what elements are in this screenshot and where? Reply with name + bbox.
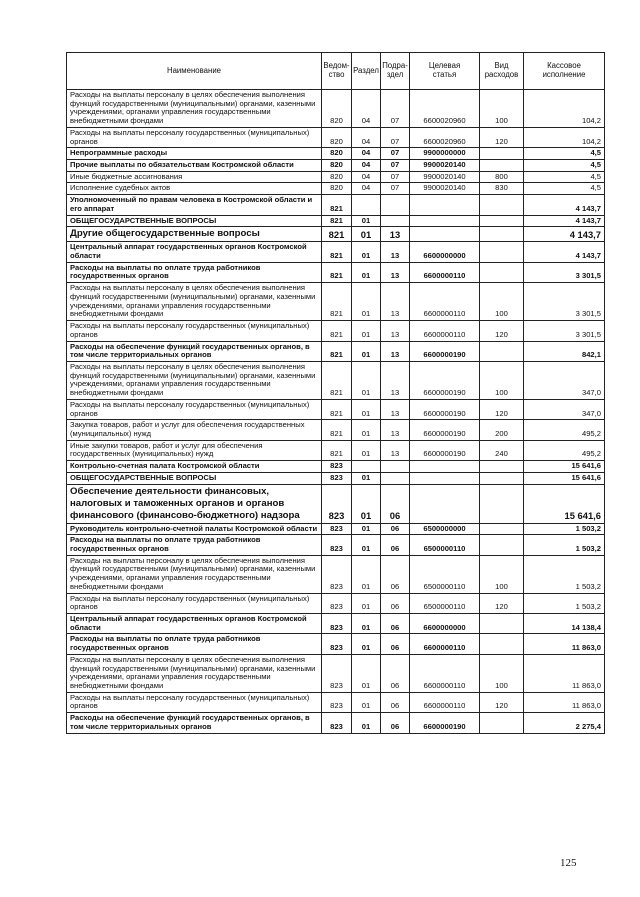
cell-podrazdel: 07 — [381, 90, 410, 128]
cell-razdel: 01 — [352, 215, 381, 227]
cell-name: Расходы на выплаты персоналу государственных (муниципальных) органов — [67, 321, 322, 341]
table-row — [67, 420, 605, 440]
table-row — [67, 160, 605, 172]
cell-target-article — [410, 461, 480, 473]
cell-podrazdel: 07 — [381, 183, 410, 195]
cell-razdel — [352, 195, 381, 215]
cell-podrazdel: 06 — [381, 654, 410, 692]
cell-podrazdel: 06 — [381, 614, 410, 634]
cell-cash-execution: 104,2 — [524, 127, 605, 147]
table-row — [67, 634, 605, 654]
header-podrazdel: Подра- здел — [381, 53, 410, 90]
cell-razdel: 01 — [352, 472, 381, 484]
cell-podrazdel: 06 — [381, 634, 410, 654]
cell-razdel: 04 — [352, 160, 381, 172]
cell-vedomstvo: 823 — [322, 654, 352, 692]
cell-cash-execution: 4,5 — [524, 183, 605, 195]
cell-razdel: 04 — [352, 90, 381, 128]
cell-name: Прочие выплаты по обязательствам Костромской области — [67, 160, 322, 172]
cell-target-article: 6600000110 — [410, 262, 480, 282]
cell-name: Закупка товаров, работ и услуг для обеспечения государственных (муниципальных) нужд — [67, 420, 322, 440]
cell-target-article — [410, 215, 480, 227]
cell-name: Руководитель контрольно-счетной палаты Костромской области — [67, 523, 322, 535]
cell-razdel: 01 — [352, 713, 381, 733]
cell-vedomstvo: 820 — [322, 148, 352, 160]
cell-name: Расходы на выплаты персоналу государственных (муниципальных) органов — [67, 399, 322, 419]
cell-expense-type — [480, 472, 524, 484]
cell-expense-type — [480, 215, 524, 227]
cell-podrazdel: 06 — [381, 713, 410, 733]
cell-podrazdel: 13 — [381, 440, 410, 460]
cell-name: Другие общегосударственные вопросы — [67, 227, 322, 242]
cell-target-article — [410, 472, 480, 484]
cell-podrazdel: 06 — [381, 535, 410, 555]
cell-target-article: 6500000110 — [410, 593, 480, 613]
header-name: Наименование — [67, 53, 322, 90]
cell-razdel: 01 — [352, 341, 381, 361]
cell-target-article: 6500000000 — [410, 523, 480, 535]
table-row — [67, 614, 605, 634]
cell-target-article — [410, 195, 480, 215]
cell-podrazdel: 07 — [381, 127, 410, 147]
cell-name: Расходы на выплаты персоналу государственных (муниципальных) органов — [67, 127, 322, 147]
table-row — [67, 523, 605, 535]
cell-target-article: 6600000190 — [410, 713, 480, 733]
table-row — [67, 341, 605, 361]
cell-target-article: 6500000110 — [410, 555, 480, 593]
table-row — [67, 171, 605, 183]
table-row — [67, 593, 605, 613]
table-row — [67, 321, 605, 341]
cell-cash-execution: 3 301,5 — [524, 283, 605, 321]
cell-expense-type: 120 — [480, 127, 524, 147]
cell-cash-execution: 4 143,7 — [524, 195, 605, 215]
cell-target-article: 6600000110 — [410, 692, 480, 712]
cell-name: Расходы на выплаты персоналу государственных (муниципальных) органов — [67, 593, 322, 613]
cell-razdel: 04 — [352, 127, 381, 147]
cell-podrazdel — [381, 472, 410, 484]
table-row — [67, 440, 605, 460]
cell-cash-execution: 4 143,7 — [524, 242, 605, 262]
cell-vedomstvo: 821 — [322, 283, 352, 321]
cell-podrazdel: 06 — [381, 593, 410, 613]
cell-expense-type — [480, 341, 524, 361]
cell-razdel: 01 — [352, 692, 381, 712]
cell-razdel — [352, 461, 381, 473]
cell-expense-type: 100 — [480, 283, 524, 321]
cell-cash-execution: 1 503,2 — [524, 555, 605, 593]
cell-name: Расходы на выплаты персоналу в целях обеспечения выполнения функций государственными (муниципальными) органами, казенными учреждениями, органами управления государственными внебюджетными фондами — [67, 283, 322, 321]
cell-razdel: 01 — [352, 614, 381, 634]
page-number: 125 — [560, 857, 577, 869]
cell-razdel: 04 — [352, 183, 381, 195]
cell-vedomstvo: 823 — [322, 692, 352, 712]
cell-expense-type: 800 — [480, 171, 524, 183]
cell-name: Расходы на выплаты по оплате труда работников государственных органов — [67, 262, 322, 282]
cell-podrazdel: 13 — [381, 341, 410, 361]
cell-target-article: 6600000190 — [410, 420, 480, 440]
cell-podrazdel: 06 — [381, 523, 410, 535]
cell-vedomstvo: 823 — [322, 523, 352, 535]
cell-name: Расходы на обеспечение функций государственных органов, в том числе территориальных органов — [67, 341, 322, 361]
cell-razdel: 01 — [352, 283, 381, 321]
cell-expense-type — [480, 262, 524, 282]
cell-name: Уполномоченный по правам человека в Костромской области и его аппарат — [67, 195, 322, 215]
table-row — [67, 283, 605, 321]
cell-podrazdel: 07 — [381, 160, 410, 172]
cell-target-article: 6600000190 — [410, 399, 480, 419]
cell-name: Расходы на обеспечение функций государственных органов, в том числе территориальных органов — [67, 713, 322, 733]
cell-cash-execution: 495,2 — [524, 420, 605, 440]
cell-razdel: 01 — [352, 593, 381, 613]
cell-vedomstvo: 821 — [322, 440, 352, 460]
cell-podrazdel: 13 — [381, 321, 410, 341]
cell-cash-execution: 4 143,7 — [524, 227, 605, 242]
table-row — [67, 215, 605, 227]
cell-podrazdel: 06 — [381, 555, 410, 593]
cell-vedomstvo: 820 — [322, 90, 352, 128]
cell-razdel: 01 — [352, 361, 381, 399]
table-row — [67, 654, 605, 692]
cell-vedomstvo: 821 — [322, 361, 352, 399]
cell-cash-execution: 4 143,7 — [524, 215, 605, 227]
cell-target-article: 6600020960 — [410, 90, 480, 128]
cell-razdel: 01 — [352, 440, 381, 460]
cell-vedomstvo: 820 — [322, 183, 352, 195]
cell-cash-execution: 11 863,0 — [524, 634, 605, 654]
table-row — [67, 227, 605, 242]
cell-name: Исполнение судебных актов — [67, 183, 322, 195]
cell-vedomstvo: 823 — [322, 634, 352, 654]
cell-expense-type: 100 — [480, 654, 524, 692]
cell-cash-execution: 495,2 — [524, 440, 605, 460]
table-row — [67, 461, 605, 473]
cell-expense-type — [480, 713, 524, 733]
cell-target-article: 6600000190 — [410, 361, 480, 399]
cell-cash-execution: 15 641,6 — [524, 472, 605, 484]
cell-vedomstvo: 821 — [322, 242, 352, 262]
cell-cash-execution: 2 275,4 — [524, 713, 605, 733]
cell-expense-type — [480, 535, 524, 555]
cell-podrazdel: 06 — [381, 484, 410, 523]
cell-podrazdel: 07 — [381, 148, 410, 160]
cell-target-article: 9900020140 — [410, 160, 480, 172]
cell-name: Центральный аппарат государственных органов Костромской области — [67, 242, 322, 262]
cell-cash-execution: 1 503,2 — [524, 523, 605, 535]
cell-name: Центральный аппарат государственных органов Костромской области — [67, 614, 322, 634]
cell-expense-type — [480, 242, 524, 262]
cell-name: ОБЩЕГОСУДАРСТВЕННЫЕ ВОПРОСЫ — [67, 472, 322, 484]
header-expense-type: Вид расходов — [480, 53, 524, 90]
cell-target-article: 6500000110 — [410, 535, 480, 555]
cell-expense-type — [480, 148, 524, 160]
cell-cash-execution: 1 503,2 — [524, 593, 605, 613]
cell-expense-type: 100 — [480, 361, 524, 399]
cell-name: Иные закупки товаров, работ и услуг для обеспечения государственных (муниципальных) нужд — [67, 440, 322, 460]
cell-podrazdel — [381, 195, 410, 215]
header-cash-execution: Кассовое исполнение — [524, 53, 605, 90]
cell-cash-execution: 1 503,2 — [524, 535, 605, 555]
cell-name: Расходы на выплаты по оплате труда работников государственных органов — [67, 535, 322, 555]
cell-target-article: 6600000110 — [410, 283, 480, 321]
cell-target-article: 6600000000 — [410, 614, 480, 634]
cell-podrazdel: 07 — [381, 171, 410, 183]
cell-cash-execution: 3 301,5 — [524, 262, 605, 282]
cell-target-article: 6600000110 — [410, 654, 480, 692]
cell-podrazdel: 13 — [381, 361, 410, 399]
cell-name: Расходы на выплаты персоналу государственных (муниципальных) органов — [67, 692, 322, 712]
cell-razdel: 01 — [352, 634, 381, 654]
table-row — [67, 262, 605, 282]
cell-expense-type: 100 — [480, 555, 524, 593]
cell-cash-execution: 15 641,6 — [524, 484, 605, 523]
cell-razdel: 04 — [352, 148, 381, 160]
cell-razdel: 01 — [352, 484, 381, 523]
cell-vedomstvo: 821 — [322, 215, 352, 227]
cell-expense-type — [480, 160, 524, 172]
table-row — [67, 242, 605, 262]
cell-name: Расходы на выплаты персоналу в целях обеспечения выполнения функций государственными (муниципальными) органами, казенными учреждениями, органами управления государственными внебюджетными фондами — [67, 654, 322, 692]
cell-expense-type — [480, 195, 524, 215]
budget-execution-table — [66, 52, 605, 734]
cell-razdel: 01 — [352, 227, 381, 242]
table-row — [67, 484, 605, 523]
cell-expense-type: 830 — [480, 183, 524, 195]
cell-expense-type — [480, 461, 524, 473]
cell-vedomstvo: 821 — [322, 399, 352, 419]
header-razdel: Раздел — [352, 53, 381, 90]
cell-cash-execution: 4,5 — [524, 160, 605, 172]
cell-vedomstvo: 821 — [322, 262, 352, 282]
cell-name: Иные бюджетные ассигнования — [67, 171, 322, 183]
cell-vedomstvo: 820 — [322, 160, 352, 172]
cell-cash-execution: 14 138,4 — [524, 614, 605, 634]
cell-razdel: 01 — [352, 262, 381, 282]
table-row — [67, 195, 605, 215]
cell-podrazdel: 13 — [381, 283, 410, 321]
cell-expense-type: 240 — [480, 440, 524, 460]
cell-podrazdel: 13 — [381, 262, 410, 282]
table-header-row — [67, 53, 605, 90]
table-row — [67, 90, 605, 128]
cell-razdel: 01 — [352, 420, 381, 440]
cell-vedomstvo: 823 — [322, 555, 352, 593]
cell-vedomstvo: 823 — [322, 484, 352, 523]
cell-podrazdel: 13 — [381, 399, 410, 419]
cell-expense-type: 120 — [480, 692, 524, 712]
cell-expense-type: 120 — [480, 321, 524, 341]
cell-cash-execution: 11 863,0 — [524, 654, 605, 692]
cell-razdel: 01 — [352, 535, 381, 555]
cell-vedomstvo: 821 — [322, 420, 352, 440]
cell-vedomstvo: 823 — [322, 593, 352, 613]
table-row — [67, 183, 605, 195]
cell-target-article: 6600020960 — [410, 127, 480, 147]
cell-name: Непрограммные расходы — [67, 148, 322, 160]
cell-name: Расходы на выплаты персоналу в целях обеспечения выполнения функций государственными (муниципальными) органами, казенными учреждениями, органами управления государственными внебюджетными фондами — [67, 555, 322, 593]
table-row — [67, 692, 605, 712]
cell-expense-type — [480, 523, 524, 535]
header-vedomstvo: Ведом- ство — [322, 53, 352, 90]
cell-expense-type — [480, 614, 524, 634]
cell-podrazdel: 13 — [381, 420, 410, 440]
cell-vedomstvo: 823 — [322, 713, 352, 733]
cell-expense-type — [480, 484, 524, 523]
cell-vedomstvo: 823 — [322, 472, 352, 484]
cell-expense-type — [480, 634, 524, 654]
cell-target-article: 6600000110 — [410, 634, 480, 654]
cell-razdel: 01 — [352, 399, 381, 419]
cell-vedomstvo: 821 — [322, 341, 352, 361]
cell-expense-type: 120 — [480, 399, 524, 419]
cell-name: Расходы на выплаты по оплате труда работников государственных органов — [67, 634, 322, 654]
cell-razdel: 01 — [352, 523, 381, 535]
cell-vedomstvo: 823 — [322, 535, 352, 555]
cell-vedomstvo: 823 — [322, 461, 352, 473]
table-row — [67, 555, 605, 593]
cell-cash-execution: 4,5 — [524, 148, 605, 160]
cell-vedomstvo: 820 — [322, 171, 352, 183]
cell-cash-execution: 347,0 — [524, 399, 605, 419]
cell-razdel: 01 — [352, 555, 381, 593]
cell-cash-execution: 15 641,6 — [524, 461, 605, 473]
cell-name: Расходы на выплаты персоналу в целях обеспечения выполнения функций государственными (муниципальными) органами, казенными учреждениями, органами управления государственными внебюджетными фондами — [67, 361, 322, 399]
cell-cash-execution: 104,2 — [524, 90, 605, 128]
cell-expense-type: 200 — [480, 420, 524, 440]
cell-target-article: 6600000190 — [410, 440, 480, 460]
table-row — [67, 361, 605, 399]
cell-podrazdel: 06 — [381, 692, 410, 712]
table-row — [67, 399, 605, 419]
cell-cash-execution: 4,5 — [524, 171, 605, 183]
cell-expense-type: 100 — [480, 90, 524, 128]
cell-expense-type: 120 — [480, 593, 524, 613]
cell-razdel: 01 — [352, 321, 381, 341]
cell-podrazdel: 13 — [381, 242, 410, 262]
cell-cash-execution: 3 301,5 — [524, 321, 605, 341]
cell-vedomstvo: 823 — [322, 614, 352, 634]
cell-razdel: 01 — [352, 654, 381, 692]
cell-target-article: 6600000110 — [410, 321, 480, 341]
cell-vedomstvo: 820 — [322, 127, 352, 147]
cell-target-article: 9900020140 — [410, 183, 480, 195]
table-row — [67, 148, 605, 160]
table-row — [67, 472, 605, 484]
cell-podrazdel — [381, 215, 410, 227]
cell-target-article — [410, 484, 480, 523]
cell-cash-execution: 347,0 — [524, 361, 605, 399]
table-row — [67, 127, 605, 147]
cell-expense-type — [480, 227, 524, 242]
cell-target-article: 6600000190 — [410, 341, 480, 361]
cell-cash-execution: 842,1 — [524, 341, 605, 361]
header-target-article: Целевая статья — [410, 53, 480, 90]
cell-name: Обеспечение деятельности финансовых, налоговых и таможенных органов и органов финансового (финансово-бюджетного) надзора — [67, 484, 322, 523]
cell-target-article: 9900000000 — [410, 148, 480, 160]
cell-name: Контрольно-счетная палата Костромской области — [67, 461, 322, 473]
cell-target-article — [410, 227, 480, 242]
cell-vedomstvo: 821 — [322, 227, 352, 242]
table-row — [67, 535, 605, 555]
table-row — [67, 713, 605, 733]
cell-podrazdel — [381, 461, 410, 473]
cell-vedomstvo: 821 — [322, 195, 352, 215]
cell-podrazdel: 13 — [381, 227, 410, 242]
cell-vedomstvo: 821 — [322, 321, 352, 341]
cell-name: Расходы на выплаты персоналу в целях обеспечения выполнения функций государственными (муниципальными) органами, казенными учреждениями, органами управления государственными внебюджетными фондами — [67, 90, 322, 128]
cell-name: ОБЩЕГОСУДАРСТВЕННЫЕ ВОПРОСЫ — [67, 215, 322, 227]
cell-target-article: 9900020140 — [410, 171, 480, 183]
cell-razdel: 04 — [352, 171, 381, 183]
cell-cash-execution: 11 863,0 — [524, 692, 605, 712]
cell-target-article: 6600000000 — [410, 242, 480, 262]
cell-razdel: 01 — [352, 242, 381, 262]
